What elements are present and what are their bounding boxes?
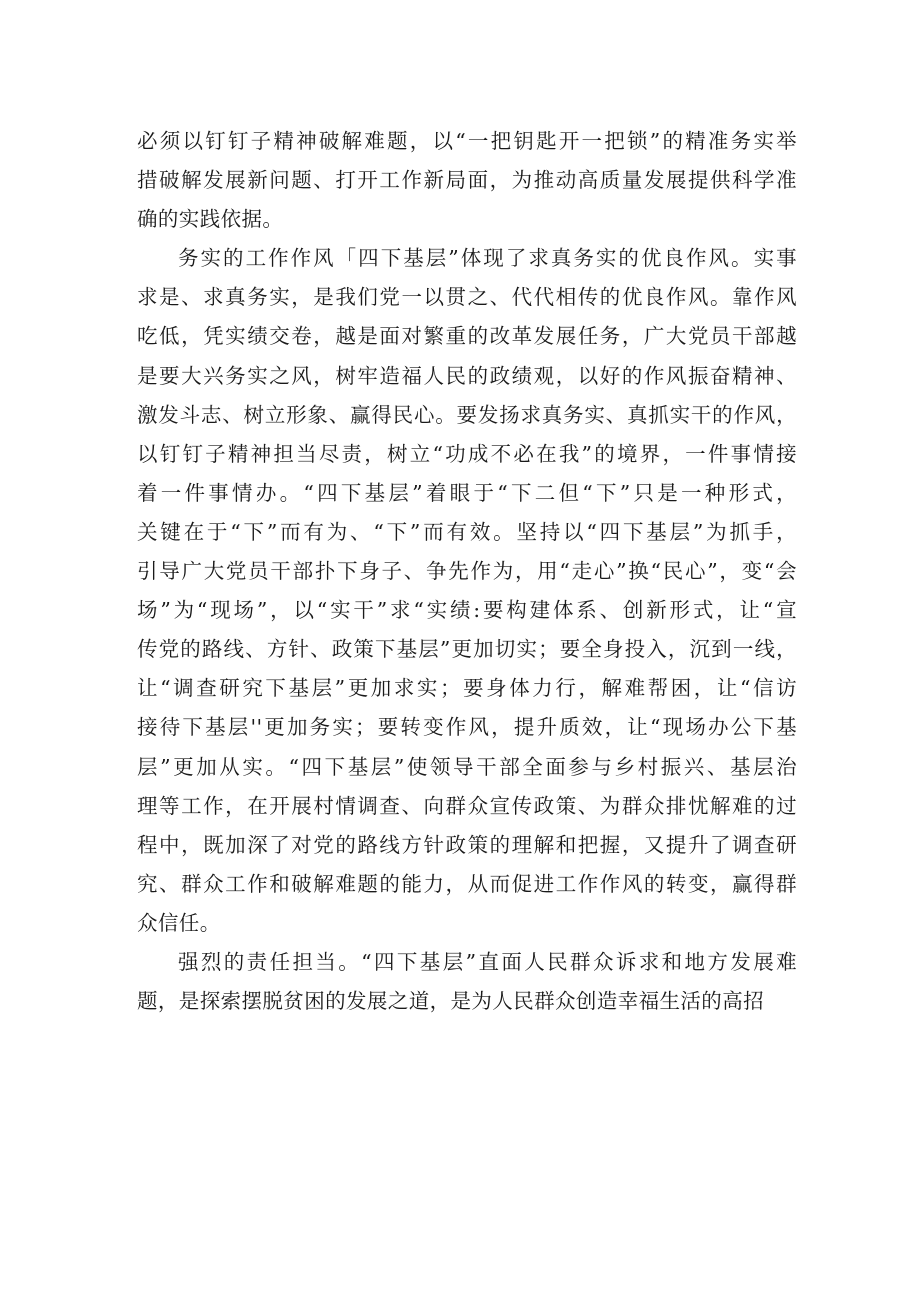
paragraph — [137, 122, 797, 239]
text-line: 确的实践依据。 — [137, 207, 284, 232]
text-line: 接待下基层''更加务实；要转变作风，提升质效，让“现场办公下基 — [137, 715, 797, 740]
paragraph — [137, 239, 797, 943]
text-line: 场”为“现场”，以“实干”求“实绩:要构建体系、创新形式，让“宣 — [137, 598, 797, 623]
text-line: 关键在于“下”而有为、“下”而有效。坚持以“四下基层”为抓手， — [137, 519, 797, 544]
text-line: 众信任。 — [137, 910, 221, 935]
text-line: 层”更加从实。“四下基层”使领导干部全面参与乡村振兴、基层治 — [137, 754, 797, 779]
text-line: 着一件事情办。“四下基层”着眼于“下二但“下”只是一种形式， — [137, 480, 797, 505]
text-line: 强烈的责任担当。“四下基层”直面人民群众诉求和地方发展难 — [178, 949, 797, 974]
text-line: 务实的工作作风「四下基层”体现了求真务实的优良作风。实事 — [178, 246, 797, 271]
text-line: 必须以钉钉子精神破解难题，以“一把钥匙开一把锁”的精准务实举 — [137, 129, 797, 153]
text-line: 吃低，凭实绩交卷，越是面对繁重的改革发展任务，广大党员干部越 — [137, 324, 797, 349]
text-line: 题，是探索摆脱贫困的发展之道，是为人民群众创造幸福生活的高招 — [137, 989, 764, 1014]
document-body — [137, 122, 797, 1021]
text-line: 激发斗志、树立形象、赢得民心。要发扬求真务实、真抓实干的作风， — [137, 402, 797, 427]
text-line: 程中，既加深了对党的路线方针政策的理解和把握，又提升了调查研 — [137, 832, 797, 857]
text-line: 究、群众工作和破解难题的能力，从而促进工作作风的转变，赢得群 — [137, 871, 797, 896]
paragraph — [137, 943, 797, 1021]
text-line: 措破解发展新问题、打开工作新局面，为推动高质量发展提供科学准 — [137, 168, 797, 193]
text-line: 让“调查研究下基层”更加求实；要身体力行，解难帮困，让“信访 — [137, 676, 797, 701]
text-line: 以钉钉子精神担当尽责，树立“功成不必在我”的境界，一件事情接 — [137, 441, 797, 466]
text-line: 传党的路线、方针、政策下基层”更加切实；要全身投入，沉到一线， — [137, 637, 797, 662]
text-line: 是要大兴务实之风，树牢造福人民的政绩观，以好的作风振奋精神、 — [137, 363, 797, 388]
text-line: 理等工作，在开展村情调查、向群众宣传政策、为群众排忧解难的过 — [137, 793, 797, 818]
text-line: 引导广大党员干部扑下身子、争先作为，用“走心”换“民心”，变“会 — [137, 559, 797, 584]
text-line: 求是、求真务实，是我们党一以贯之、代代相传的优良作风。靠作风 — [137, 285, 797, 310]
